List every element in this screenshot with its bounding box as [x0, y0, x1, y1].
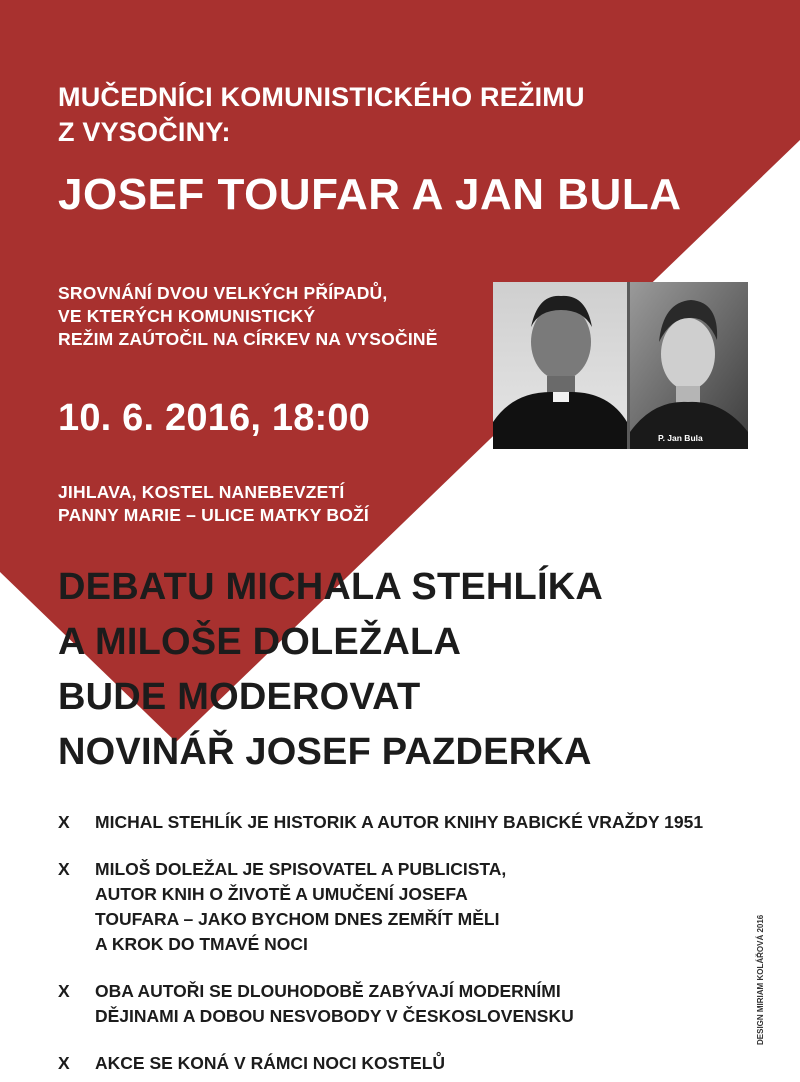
series-title-line: Z VYSOČINY: — [58, 117, 231, 147]
subtitle — [58, 282, 438, 351]
event-venue — [58, 481, 369, 527]
bullet-line: MICHAL STEHLÍK JE HISTORIK A AUTOR KNIHY BABICKÉ VRAŽDY 1951 — [95, 812, 704, 832]
main-title: JOSEF TOUFAR A JAN BULA — [58, 170, 682, 219]
design-credit: DESIGN MIRIAM KOLÁŘOVÁ 2016 — [756, 914, 765, 1045]
bullet-line: DĚJINAMI A DOBOU NESVOBODY V ČESKOSLOVENSKU — [95, 1006, 574, 1026]
bullet-line: A KROK DO TMAVÉ NOCI — [95, 934, 308, 954]
debate-line: NOVINÁŘ JOSEF PAZDERKA — [58, 731, 592, 773]
list-item — [58, 857, 768, 957]
event-datetime: 10. 6. 2016, 18:00 — [58, 397, 371, 439]
bullet-line: OBA AUTOŘI SE DLOUHODOBĚ ZABÝVAJÍ MODERNÍMI — [95, 981, 561, 1001]
portrait-bula — [630, 282, 748, 449]
subtitle-line: SROVNÁNÍ DVOU VELKÝCH PŘÍPADŮ, — [58, 283, 388, 303]
debate-line: DEBATU MICHALA STEHLÍKA — [58, 566, 604, 608]
venue-line: PANNY MARIE – ULICE MATKY BOŽÍ — [58, 505, 369, 525]
bullet-marker: X — [58, 859, 70, 879]
series-title — [58, 80, 585, 150]
bullet-line: TOUFARA – JAKO BYCHOM DNES ZEMŘÍT MĚLI — [95, 909, 500, 929]
portrait-photos — [493, 282, 748, 449]
subtitle-line: REŽIM ZAÚTOČIL NA CÍRKEV NA VYSOČINĚ — [58, 329, 438, 349]
bullet-list — [58, 810, 768, 1076]
portrait-toufar — [493, 282, 627, 449]
debate-headline — [58, 560, 603, 780]
list-item — [58, 979, 768, 1029]
photo-caption: P. Jan Bula — [658, 433, 703, 443]
bullet-line: AKCE SE KONÁ V RÁMCI NOCI KOSTELŮ — [95, 1053, 446, 1073]
series-title-line: MUČEDNÍCI KOMUNISTICKÉHO REŽIMU — [58, 82, 585, 112]
bullet-marker: X — [58, 981, 70, 1001]
list-item — [58, 810, 768, 835]
bullet-marker: X — [58, 812, 70, 832]
bullet-line: MILOŠ DOLEŽAL JE SPISOVATEL A PUBLICISTA, — [95, 859, 507, 879]
bullet-line: AUTOR KNIH O ŽIVOTĚ A UMUČENÍ JOSEFA — [95, 884, 468, 904]
subtitle-line: VE KTERÝCH KOMUNISTICKÝ — [58, 306, 316, 326]
venue-line: JIHLAVA, KOSTEL NANEBEVZETÍ — [58, 482, 345, 502]
list-item — [58, 1051, 768, 1076]
debate-line: A MILOŠE DOLEŽALA — [58, 621, 462, 663]
bullet-marker: X — [58, 1053, 70, 1073]
debate-line: BUDE MODEROVAT — [58, 676, 421, 718]
